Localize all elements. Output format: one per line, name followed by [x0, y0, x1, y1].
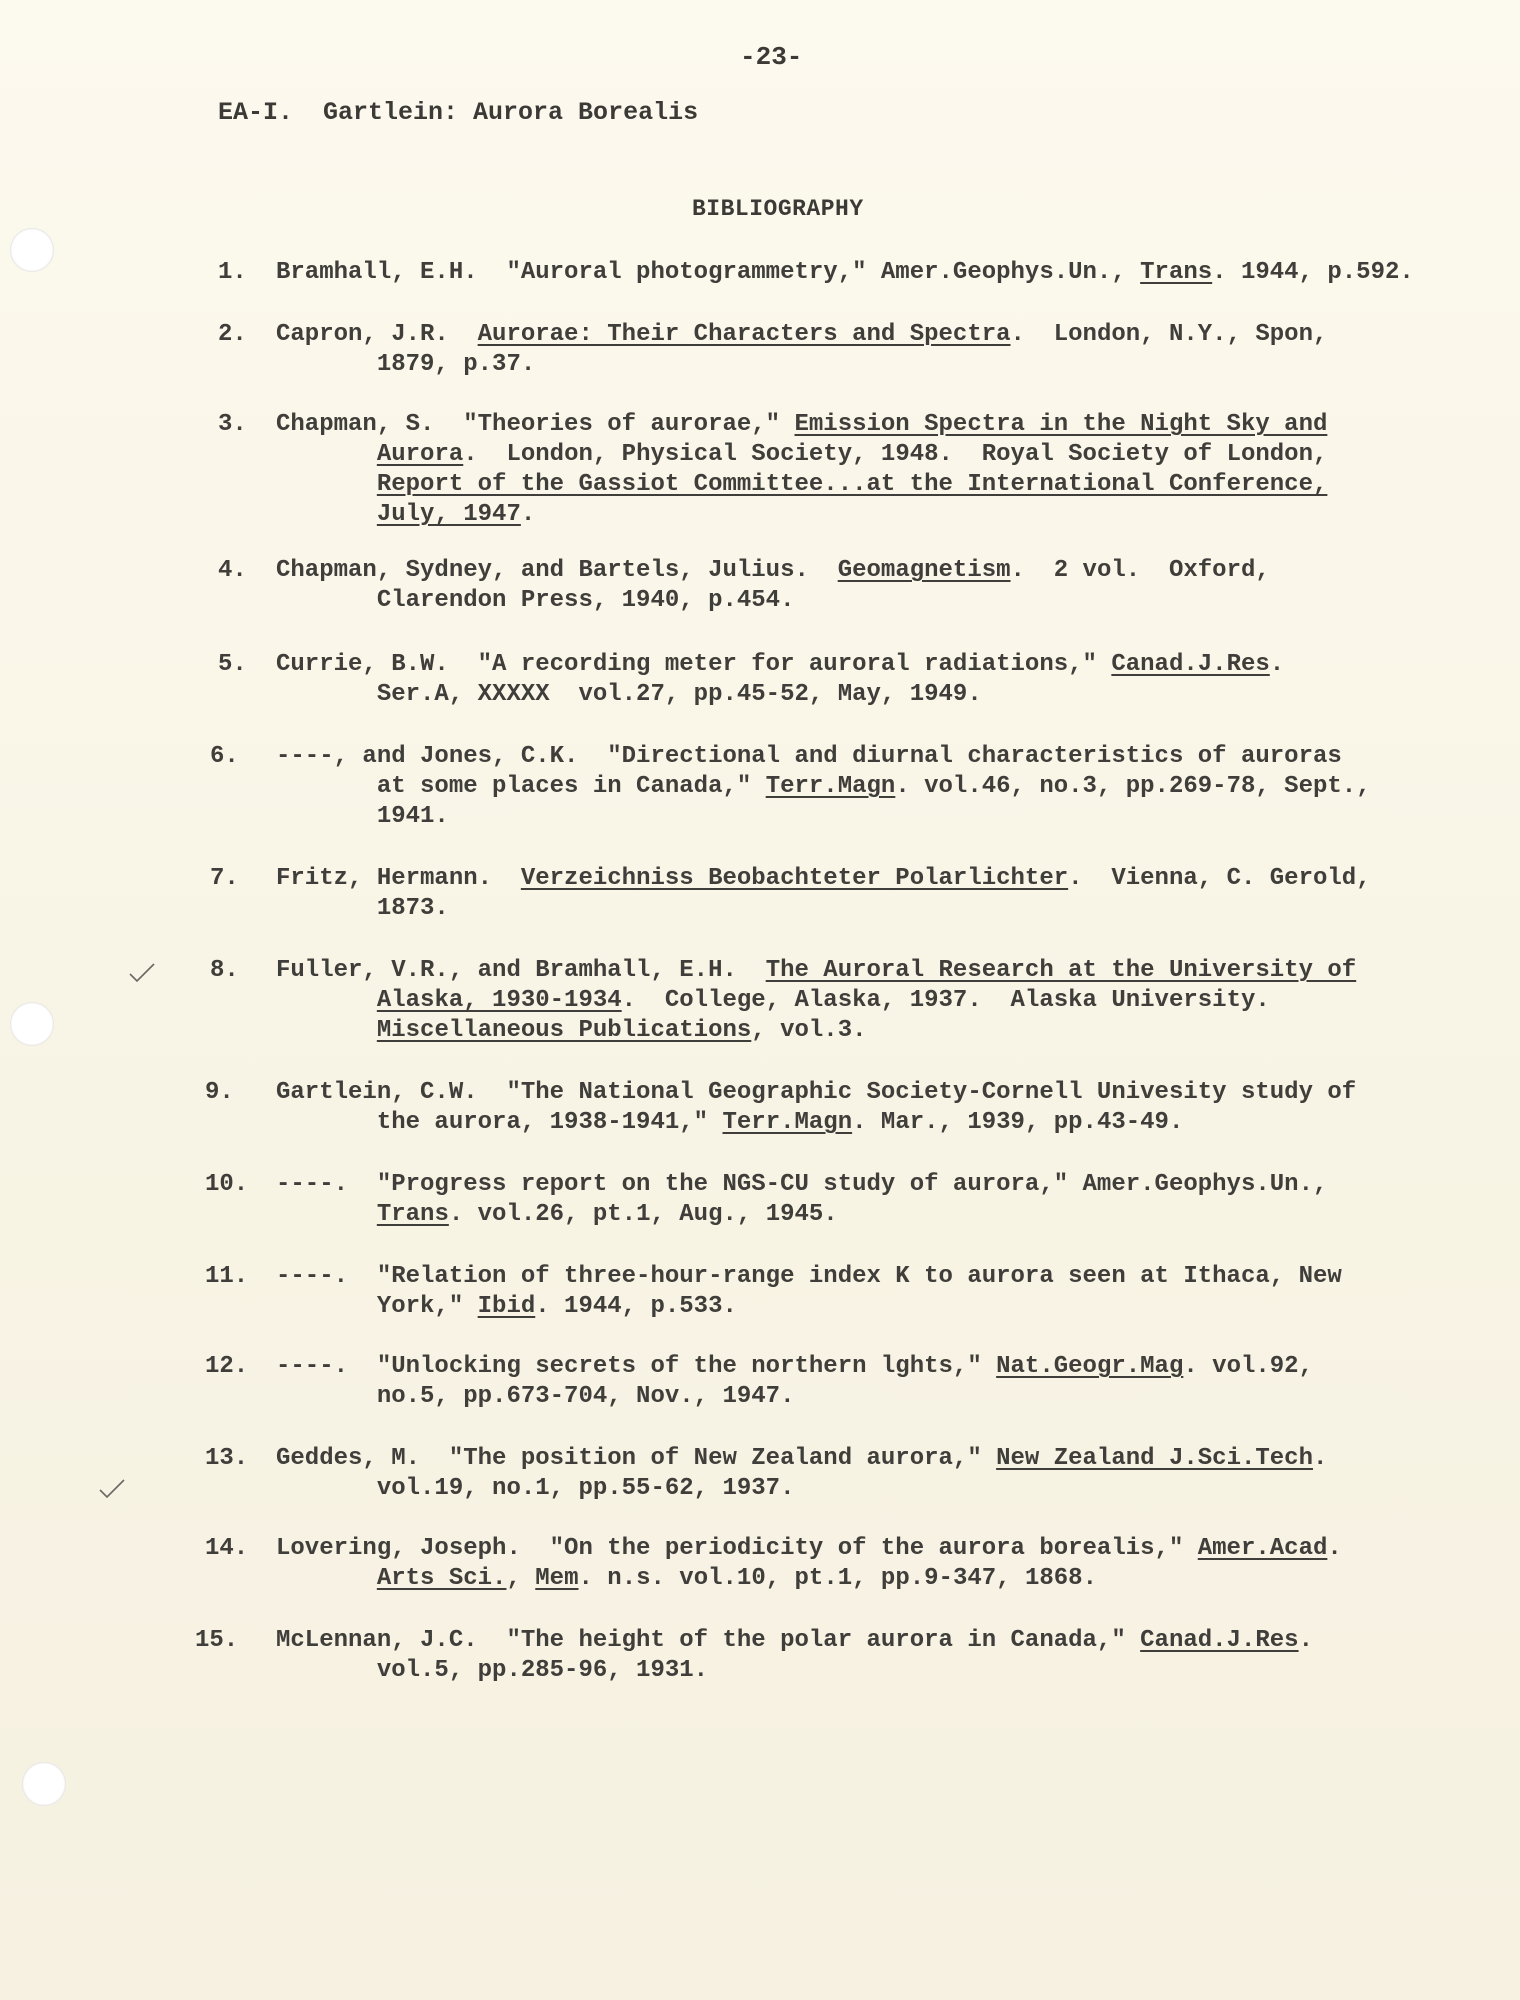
entry-text: Chapman, Sydney, and Bartels, Julius.: [276, 557, 838, 584]
entry-number: 4.: [218, 557, 247, 584]
entry-text: [276, 1565, 377, 1592]
punch-hole: [10, 1002, 54, 1046]
entry-line: [276, 894, 1371, 924]
entry-text: . 1944, p.592.: [1212, 259, 1414, 286]
entry-line: [276, 1444, 1327, 1474]
entry-line: [276, 742, 1371, 772]
bibliography-entry: [195, 1626, 1313, 1686]
entry-text: . vol.26, pt.1, Aug., 1945.: [448, 1201, 838, 1228]
bibliography-entry: [210, 864, 1371, 924]
entry-text: . College, Alaska, 1937. Alaska University.: [621, 987, 1270, 1014]
entry-text: Ser.A, XXXXX vol.27, pp.45-52, May, 1949.: [276, 681, 982, 708]
running-header: EA-I. Gartlein: Aurora Borealis: [218, 98, 699, 127]
entry-text: [276, 987, 377, 1014]
entry-number: 9.: [205, 1079, 234, 1106]
entry-line: [276, 410, 1327, 440]
entry-text: ----. "Relation of three-hour-range index K to aurora seen at Ithaca, New: [276, 1263, 1342, 1290]
underlined-title: Amer.Acad: [1197, 1535, 1328, 1562]
bibliography-entry: [218, 410, 1328, 530]
entry-number: 11.: [205, 1263, 249, 1290]
entry-text: . 1944, p.533.: [535, 1293, 737, 1320]
entry-text: York,": [276, 1293, 478, 1320]
entry-line: [276, 500, 1327, 530]
entry-number: 5.: [218, 651, 247, 678]
underlined-title: Geomagnetism: [837, 557, 1011, 584]
underlined-title: Ibid: [477, 1293, 536, 1320]
entry-number: 6.: [210, 743, 239, 770]
entry-text: .: [1327, 1535, 1342, 1562]
entry-line: [276, 650, 1284, 680]
entry-text: . Vienna, C. Gerold,: [1068, 865, 1371, 892]
entry-number: 8.: [210, 957, 239, 984]
entry-text: [276, 441, 377, 468]
entry-line: [276, 1352, 1313, 1382]
entry-line: [276, 350, 1327, 380]
entry-line: [276, 864, 1371, 894]
entry-line: [276, 1200, 1327, 1230]
entry-number: 2.: [218, 321, 247, 348]
entry-line: [276, 1382, 1313, 1412]
underlined-title: July, 1947: [376, 501, 521, 528]
entry-text: [276, 471, 377, 498]
entry-text: [276, 501, 377, 528]
underlined-title: Nat.Geogr.Mag: [996, 1353, 1184, 1380]
bibliography-entry: [218, 650, 1285, 710]
underlined-title: Canad.J.Res: [1111, 651, 1270, 678]
bibliography-entry: [218, 556, 1270, 616]
entry-text: . vol.46, no.3, pp.269-78, Sept.,: [895, 773, 1371, 800]
bibliography-entry: [218, 320, 1328, 380]
entry-text: .: [1298, 1627, 1313, 1654]
entry-text: 1879, p.37.: [276, 351, 536, 378]
entry-text: Clarendon Press, 1940, p.454.: [276, 587, 795, 614]
underlined-title: Miscellaneous Publications: [376, 1017, 752, 1044]
entry-line: [276, 1262, 1342, 1292]
entry-line: [276, 1292, 1342, 1322]
underlined-title: Trans: [1140, 259, 1213, 286]
entry-text: the aurora, 1938-1941,": [276, 1109, 723, 1136]
entry-number: 7.: [210, 865, 239, 892]
entry-text: vol.19, no.1, pp.55-62, 1937.: [276, 1475, 795, 1502]
entry-text: Capron, J.R.: [276, 321, 478, 348]
bibliography-entry: [205, 1078, 1357, 1138]
entry-number: 10.: [205, 1171, 249, 1198]
underlined-title: Verzeichniss Beobachteter Polarlichter: [520, 865, 1069, 892]
entry-text: ----. "Progress report on the NGS-CU study of aurora," Amer.Geophys.Un.,: [276, 1171, 1328, 1198]
entry-text: ,: [506, 1565, 536, 1592]
entry-number: 14.: [205, 1535, 249, 1562]
entry-line: [276, 1170, 1327, 1200]
entry-line: [276, 470, 1327, 500]
underlined-title: Mem: [535, 1565, 579, 1592]
entry-text: . vol.92,: [1183, 1353, 1313, 1380]
entry-text: Chapman, S. "Theories of aurorae,": [276, 411, 795, 438]
entry-line: [276, 258, 1414, 288]
bibliography-entry: [210, 956, 1357, 1046]
underlined-title: Emission Spectra in the Night Sky and: [794, 411, 1328, 438]
check-mark-icon: [98, 1478, 126, 1500]
entry-text: ----, and Jones, C.K. "Directional and diurnal characteristics of auroras: [276, 743, 1342, 770]
entry-line: [276, 986, 1356, 1016]
entry-text: . London, Physical Society, 1948. Royal Society of London,: [463, 441, 1328, 468]
bibliography-heading: BIBLIOGRAPHY: [692, 196, 864, 222]
entry-line: [276, 1016, 1356, 1046]
bibliography-entry: [210, 742, 1371, 832]
entry-line: [276, 1656, 1313, 1686]
entry-text: . London, N.Y., Spon,: [1010, 321, 1328, 348]
entry-line: [276, 772, 1371, 802]
entry-text: ----. "Unlocking secrets of the northern lghts,": [276, 1353, 997, 1380]
entry-text: .: [520, 501, 536, 528]
underlined-title: Aurora: [376, 441, 464, 468]
underlined-title: Report of the Gassiot Committee...at the International Conference,: [376, 471, 1328, 498]
bibliography-entry: [205, 1534, 1342, 1594]
entry-text: no.5, pp.673-704, Nov., 1947.: [276, 1383, 795, 1410]
entry-text: Fuller, V.R., and Bramhall, E.H.: [276, 957, 766, 984]
entry-number: 15.: [195, 1627, 239, 1654]
page-number: -23-: [740, 42, 803, 72]
entry-line: [276, 1078, 1356, 1108]
entry-line: [276, 586, 1270, 616]
entry-text: , vol.3.: [751, 1017, 867, 1044]
underlined-title: Arts Sci.: [376, 1565, 507, 1592]
underlined-title: Terr.Magn: [722, 1109, 853, 1136]
entry-text: Gartlein, C.W. "The National Geographic Society-Cornell Univesity study of: [276, 1079, 1357, 1106]
underlined-title: The Auroral Research at the University of: [765, 957, 1357, 984]
entry-text: Bramhall, E.H. "Auroral photogrammetry," Amer.Geophys.Un.,: [276, 259, 1141, 286]
bibliography-entry: [205, 1352, 1313, 1412]
entry-text: vol.5, pp.285-96, 1931.: [276, 1657, 709, 1684]
entry-line: [276, 1626, 1313, 1656]
underlined-title: Trans: [376, 1201, 449, 1228]
bibliography-entry: [205, 1262, 1342, 1322]
underlined-title: Aurorae: Their Characters and Spectra: [477, 321, 1011, 348]
entry-line: [276, 320, 1327, 350]
punch-hole: [22, 1762, 66, 1806]
entry-text: 1941.: [276, 803, 449, 830]
check-mark-icon: [128, 962, 156, 984]
entry-text: [276, 1201, 377, 1228]
entry-line: [276, 1564, 1342, 1594]
entry-number: 13.: [205, 1445, 249, 1472]
entry-text: 1873.: [276, 895, 449, 922]
entry-text: .: [1269, 651, 1285, 678]
entry-number: 12.: [205, 1353, 249, 1380]
entry-line: [276, 1534, 1342, 1564]
bibliography-entry: [205, 1444, 1328, 1504]
entry-line: [276, 1474, 1327, 1504]
underlined-title: New Zealand J.Sci.Tech: [996, 1445, 1313, 1472]
punch-hole: [10, 228, 54, 272]
entry-number: 1.: [218, 259, 247, 286]
underlined-title: Alaska, 1930-1934: [376, 987, 622, 1014]
underlined-title: Canad.J.Res: [1140, 1627, 1299, 1654]
entry-text: Currie, B.W. "A recording meter for auroral radiations,": [276, 651, 1112, 678]
entry-text: . Mar., 1939, pp.43-49.: [852, 1109, 1184, 1136]
entry-text: McLennan, J.C. "The height of the polar aurora in Canada,": [276, 1627, 1141, 1654]
entry-text: [276, 1017, 377, 1044]
entry-text: Fritz, Hermann.: [276, 865, 521, 892]
entry-text: .: [1312, 1445, 1328, 1472]
entry-text: . 2 vol. Oxford,: [1010, 557, 1270, 584]
underlined-title: Terr.Magn: [765, 773, 896, 800]
entry-text: Lovering, Joseph. "On the periodicity of the aurora borealis,": [276, 1535, 1198, 1562]
entry-line: [276, 956, 1356, 986]
entry-line: [276, 440, 1327, 470]
entry-text: at some places in Canada,": [276, 773, 766, 800]
entry-line: [276, 680, 1284, 710]
entry-text: Geddes, M. "The position of New Zealand aurora,": [276, 1445, 997, 1472]
entry-number: 3.: [218, 411, 247, 438]
entry-text: . n.s. vol.10, pt.1, pp.9-347, 1868.: [578, 1565, 1097, 1592]
entry-line: [276, 1108, 1356, 1138]
entry-line: [276, 802, 1371, 832]
entry-line: [276, 556, 1270, 586]
bibliography-entry: [218, 258, 1414, 288]
bibliography-entry: [205, 1170, 1328, 1230]
